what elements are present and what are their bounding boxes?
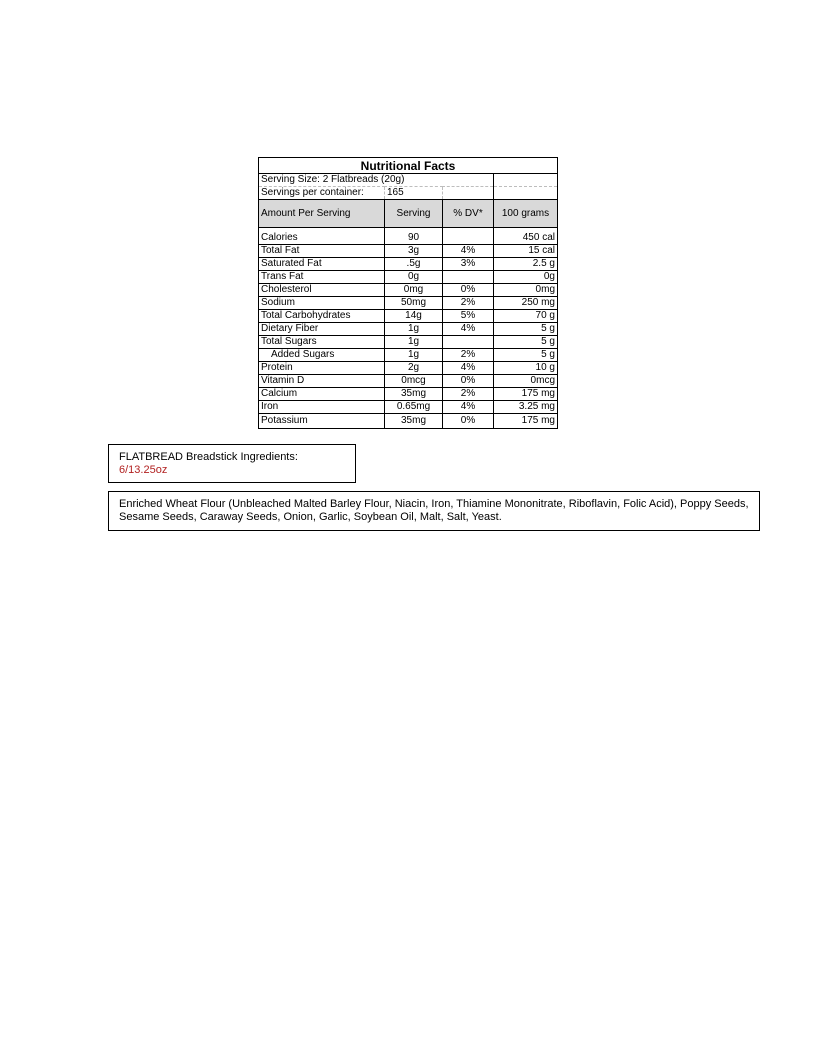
nutrient-row: [259, 336, 558, 349]
servings-per-container-label: Servings per container:: [259, 187, 385, 200]
nutrient-serving: 0.65mg: [385, 401, 443, 414]
nutrient-name: Total Sugars: [259, 336, 385, 349]
nutrition-facts-table: [258, 157, 558, 429]
nutrient-name: Potassium: [259, 414, 385, 429]
nutrient-row: [259, 284, 558, 297]
nutrient-name: Protein: [259, 362, 385, 375]
nutrient-serving: 1g: [385, 323, 443, 336]
nutrient-dv: 2%: [443, 297, 494, 310]
nutrient-row: [259, 401, 558, 414]
nutrient-name: Cholesterol: [259, 284, 385, 297]
nutrient-row: [259, 245, 558, 258]
nutrient-per-100g: 0mg: [494, 284, 558, 297]
nutrient-name: Calcium: [259, 388, 385, 401]
nutrient-name: Added Sugars: [259, 349, 385, 362]
nutrient-serving: 50mg: [385, 297, 443, 310]
nutrient-per-100g: 175 mg: [494, 414, 558, 429]
nutrient-dv: 2%: [443, 388, 494, 401]
nutrient-serving: 3g: [385, 245, 443, 258]
nutrient-serving: 1g: [385, 336, 443, 349]
nutrient-per-100g: 15 cal: [494, 245, 558, 258]
nutrient-dv: 2%: [443, 349, 494, 362]
nutrient-serving: 2g: [385, 362, 443, 375]
servings-empty-cell-2: [494, 187, 558, 200]
nutrient-dv: 3%: [443, 258, 494, 271]
header-serving: Serving: [385, 200, 443, 228]
nutrient-row: [259, 258, 558, 271]
nutrient-per-100g: 70 g: [494, 310, 558, 323]
nutrient-name: Trans Fat: [259, 271, 385, 284]
product-box: [108, 444, 356, 483]
ingredients-text: Enriched Wheat Flour (Unbleached Malted Barley Flour, Niacin, Iron, Thiamine Mononitrate, Riboflavin, Folic Acid), Poppy Seeds, Sesame Seeds, Caraway Seeds, Onion, Garlic, Soybean Oil, Malt, Salt, Yeast.: [119, 498, 749, 523]
nutrient-name: Vitamin D: [259, 375, 385, 388]
nutrient-name: Dietary Fiber: [259, 323, 385, 336]
servings-empty-cell: [443, 187, 494, 200]
nutrient-serving: 0mcg: [385, 375, 443, 388]
nutrient-per-100g: 5 g: [494, 349, 558, 362]
nutrient-per-100g: 250 mg: [494, 297, 558, 310]
nutrient-dv: [443, 271, 494, 284]
nutrient-dv: [443, 336, 494, 349]
nutrient-per-100g: 175 mg: [494, 388, 558, 401]
nutrient-rows: [259, 232, 558, 429]
nutrient-serving: 14g: [385, 310, 443, 323]
nutrient-dv: 0%: [443, 414, 494, 429]
nutrient-name: Saturated Fat: [259, 258, 385, 271]
nutrient-per-100g: 5 g: [494, 336, 558, 349]
nutrient-per-100g: 3.25 mg: [494, 401, 558, 414]
nutrient-serving: 90: [385, 232, 443, 245]
nutrient-name: Calories: [261, 232, 298, 243]
nutrient-serving: 1g: [385, 349, 443, 362]
nutrient-per-100g: 0g: [494, 271, 558, 284]
nutrient-name: Total Fat: [259, 245, 385, 258]
nutrient-row: [259, 388, 558, 401]
serving-size-empty-cell: [494, 174, 558, 187]
nutrient-dv: 4%: [443, 245, 494, 258]
nutrient-dv: 4%: [443, 323, 494, 336]
nutrient-row: [259, 375, 558, 388]
nutrient-per-100g: 10 g: [494, 362, 558, 375]
ingredients-box: [108, 491, 760, 531]
nutrient-dv: 0%: [443, 284, 494, 297]
nutrient-row: [259, 297, 558, 310]
nutrient-row: [259, 414, 558, 429]
nutrient-row: [259, 310, 558, 323]
nutrient-row: [259, 362, 558, 375]
nutrient-serving: 0mg: [385, 284, 443, 297]
servings-per-container-value: 165: [385, 187, 443, 200]
nutrient-dv: 4%: [443, 362, 494, 375]
nutrient-serving: 35mg: [385, 388, 443, 401]
nutrient-row: [259, 271, 558, 284]
nutrient-row: [259, 349, 558, 362]
nutrient-serving: .5g: [385, 258, 443, 271]
nutrient-name: Sodium: [259, 297, 385, 310]
nutrient-per-100g: 2.5 g: [494, 258, 558, 271]
nutrient-serving: 35mg: [385, 414, 443, 429]
nutrient-serving: 0g: [385, 271, 443, 284]
header-dv: % DV*: [443, 200, 494, 228]
nutrient-per-100g: 0mcg: [494, 375, 558, 388]
nutrient-row: [259, 232, 558, 245]
nutrient-dv: 0%: [443, 375, 494, 388]
nutrient-dv: [443, 232, 494, 245]
header-100-grams: 100 grams: [494, 200, 558, 228]
nutrition-title: Nutritional Facts: [259, 158, 558, 174]
product-label: FLATBREAD Breadstick Ingredients:: [119, 451, 298, 463]
nutrient-dv: 5%: [443, 310, 494, 323]
serving-size: Serving Size: 2 Flatbreads (20g): [259, 174, 494, 187]
nutrient-per-100g: 450 cal: [494, 232, 558, 245]
header-amount-per-serving: Amount Per Serving: [259, 200, 385, 228]
nutrient-row: [259, 323, 558, 336]
nutrient-name: Total Carbohydrates: [259, 310, 385, 323]
pack-size: 6/13.25oz: [119, 464, 168, 476]
nutrient-per-100g: 5 g: [494, 323, 558, 336]
nutrient-name: Iron: [259, 401, 385, 414]
nutrient-dv: 4%: [443, 401, 494, 414]
